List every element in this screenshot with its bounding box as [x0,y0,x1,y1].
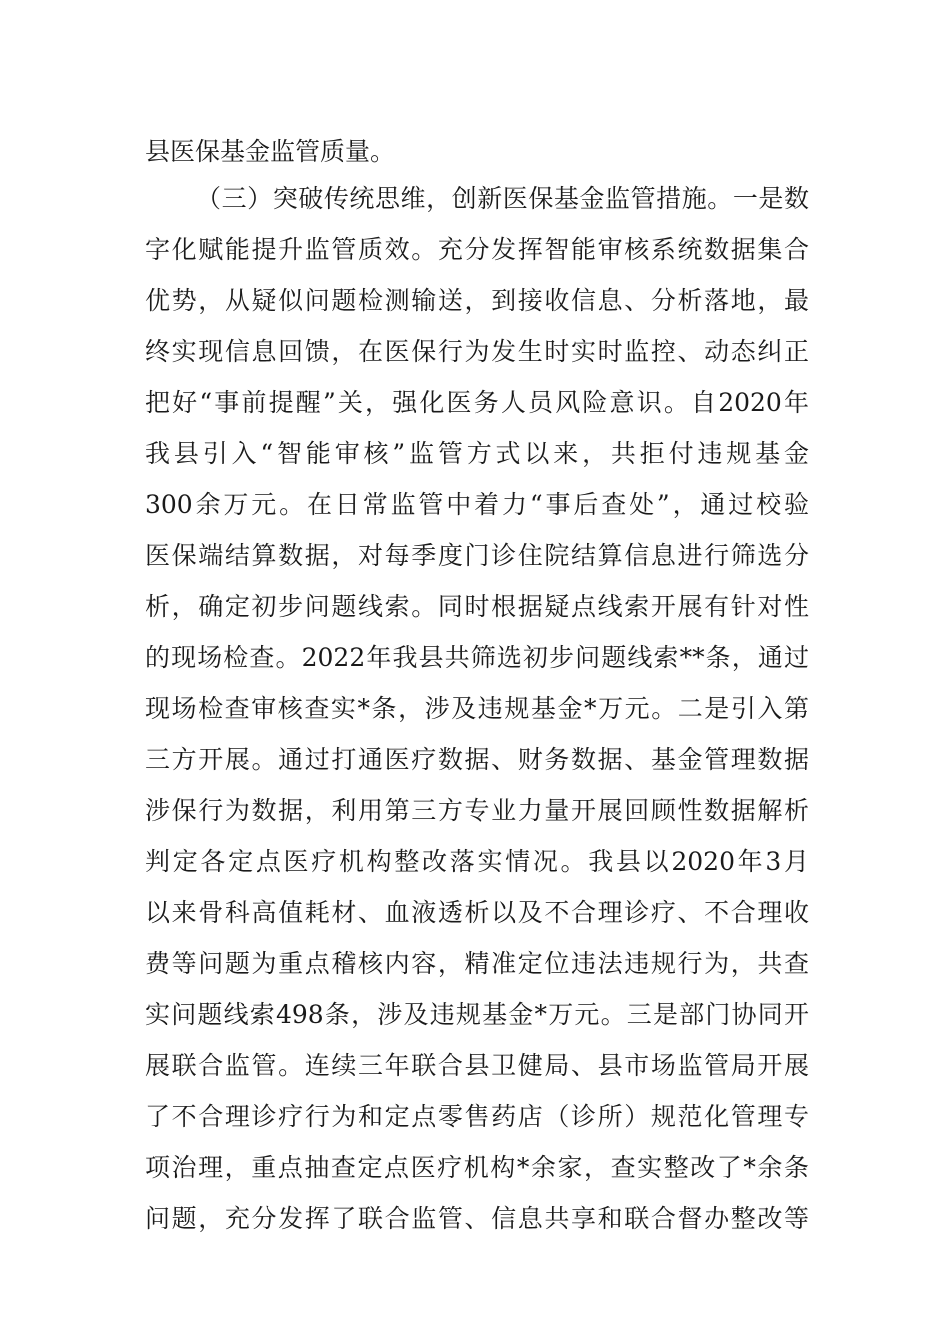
paragraph-line: 问题，充分发挥了联合监管、信息共享和联合督办整改等 [145,1204,809,1233]
paragraph-line: 现场检查审核查实*条，涉及违规基金*万元。二是引入第 [145,694,809,723]
section-heading-line: （三）突破传统思维，创新医保基金监管措施。一是数 [196,184,809,213]
paragraph-line: 县医保基金监管质量。 [145,137,396,166]
paragraph-line: 判定各定点医疗机构整改落实情况。我县以2020年3月 [145,847,809,876]
paragraph-line: 300余万元。在日常监管中着力“事后查处”，通过校验 [145,490,809,519]
paragraph-line: 以来骨科高值耗材、血液透析以及不合理诊疗、不合理收 [145,898,809,927]
paragraph-line: 把好“事前提醒”关，强化医务人员风险意识。自2020年 [145,388,809,417]
paragraph-line: 展联合监管。连续三年联合县卫健局、县市场监管局开展 [145,1051,809,1080]
paragraph-line: 的现场检查。2022年我县共筛选初步问题线索**条，通过 [145,643,809,672]
paragraph-line: 项治理，重点抽查定点医疗机构*余家，查实整改了*余条 [145,1153,809,1182]
paragraph-line: 优势，从疑似问题检测输送，到接收信息、分析落地，最 [145,286,809,315]
paragraph-line: 我县引入“智能审核”监管方式以来，共拒付违规基金 [145,439,809,468]
paragraph-line: 涉保行为数据，利用第三方专业力量开展回顾性数据解析 [145,796,809,825]
paragraph-line: 了不合理诊疗行为和定点零售药店（诊所）规范化管理专 [145,1102,809,1131]
paragraph-line: 析，确定初步问题线索。同时根据疑点线索开展有针对性 [145,592,809,621]
paragraph-line: 三方开展。通过打通医疗数据、财务数据、基金管理数据 [145,745,809,774]
paragraph-line: 医保端结算数据，对每季度门诊住院结算信息进行筛选分 [145,541,809,570]
paragraph-line: 字化赋能提升监管质效。充分发挥智能审核系统数据集合 [145,235,809,264]
paragraph-line: 费等问题为重点稽核内容，精准定位违法违规行为，共查 [145,949,809,978]
paragraph-line: 终实现信息回馈，在医保行为发生时实时监控、动态纠正 [145,337,809,366]
paragraph-line: 实问题线索498条，涉及违规基金*万元。三是部门协同开 [145,1000,809,1029]
